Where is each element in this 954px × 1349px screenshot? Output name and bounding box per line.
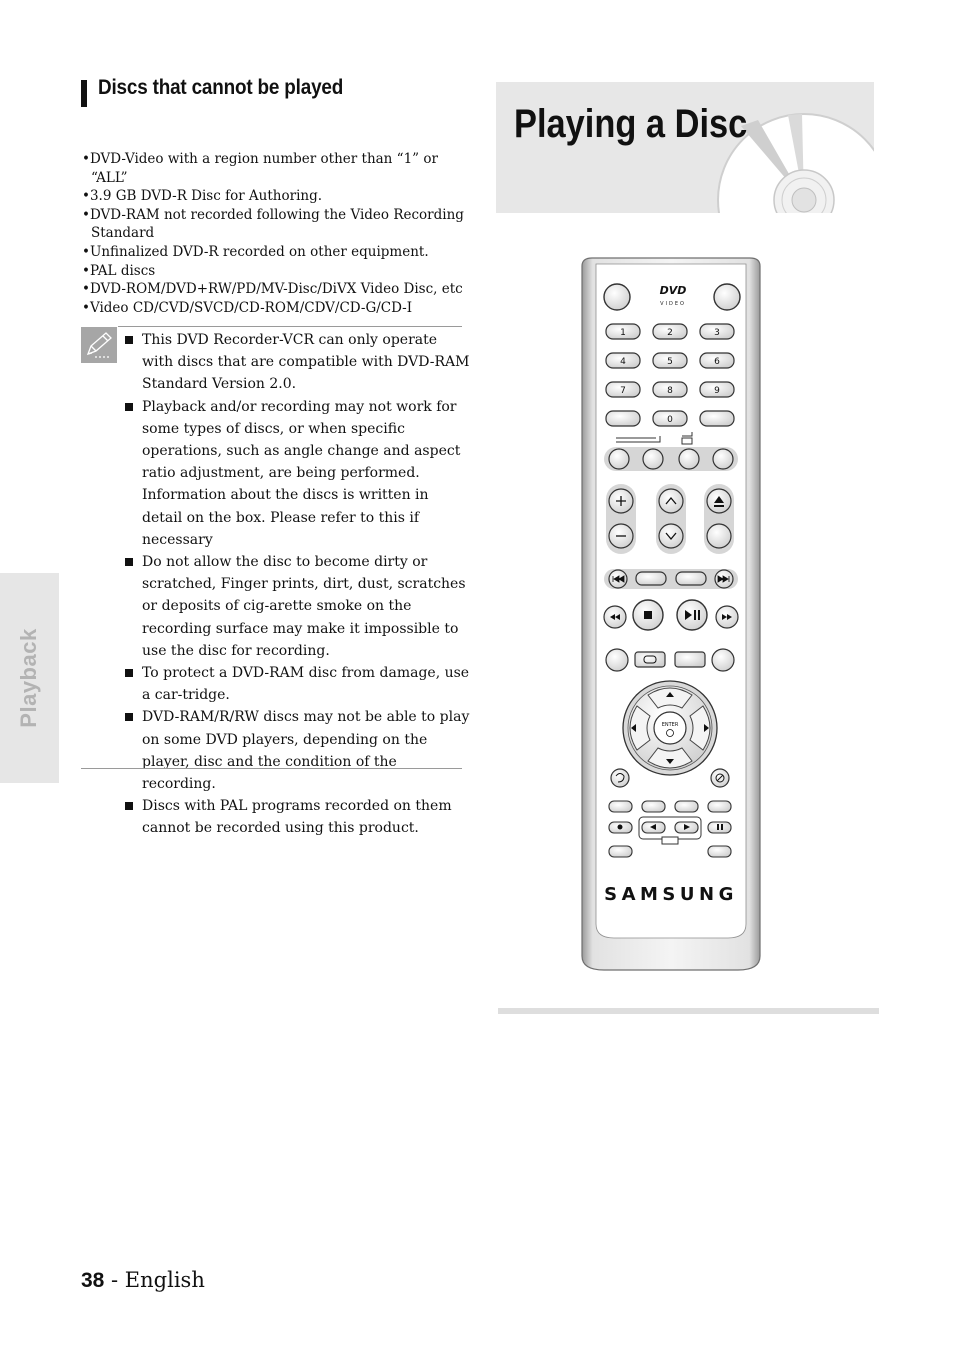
note-list xyxy=(124,329,470,840)
title-panel xyxy=(496,82,874,213)
page-number: 38 xyxy=(81,1269,105,1292)
list-item: •PAL discs xyxy=(82,262,156,279)
mode-button[interactable] xyxy=(713,449,733,469)
digit-label: 4 xyxy=(620,357,626,367)
digit-label: 5 xyxy=(667,357,673,367)
note-item: Playback and/or recording may not work for some types of discs, or when specific operations, such as angle change and aspect ratio adjustment, are being performed. Information about the discs is written in detail on the box. Please refer to this if necessary xyxy=(124,396,470,551)
dvd-logo: DVD xyxy=(659,284,687,297)
small-button[interactable] xyxy=(642,801,665,812)
dvd-logo-sub: VIDEO xyxy=(660,301,686,307)
tv-vcr-button[interactable] xyxy=(700,411,734,426)
note-item: To protect a DVD-RAM disc from damage, use a car-tridge. xyxy=(124,662,470,706)
brand-logo: SAMSUNG xyxy=(604,884,738,905)
bottom-rule xyxy=(498,1008,879,1014)
digit-label: 3 xyxy=(714,328,720,338)
digit-label: 2 xyxy=(667,328,673,338)
enter-button[interactable] xyxy=(654,712,686,744)
channel-down-button[interactable] xyxy=(659,524,683,548)
note-bottom-rule xyxy=(81,768,462,769)
step-button[interactable] xyxy=(676,572,706,585)
channel-up-button[interactable] xyxy=(659,489,683,513)
list-item: •DVD-Video with a region number other than “1” or “ALL” xyxy=(82,151,438,186)
section-heading-bar xyxy=(81,80,87,107)
small-button[interactable] xyxy=(675,801,698,812)
list-item: •DVD-ROM/DVD+RW/PD/MV-Disc/DiVX Video Disc, etc xyxy=(82,281,463,298)
side-tab xyxy=(0,573,59,783)
function-button[interactable] xyxy=(675,652,705,667)
side-tab-label: Playback xyxy=(16,628,41,728)
list-item: •DVD-RAM not recorded following the Video Recording Standard xyxy=(82,206,464,242)
page-language: - English xyxy=(104,1268,205,1292)
list-item: •Unfinalized DVD-R recorded on other equipment. xyxy=(82,243,429,260)
pause-button[interactable] xyxy=(708,822,731,833)
digit-label: 8 xyxy=(667,386,673,396)
mode-button[interactable] xyxy=(679,449,699,469)
page-footer xyxy=(81,1268,205,1293)
small-button[interactable] xyxy=(708,801,731,812)
enter-label: ENTER xyxy=(661,722,679,728)
step-button[interactable] xyxy=(636,572,666,585)
pencil-note-icon xyxy=(81,327,117,363)
mute-button[interactable] xyxy=(707,524,731,548)
small-button[interactable] xyxy=(609,846,632,857)
open-close-button[interactable] xyxy=(714,284,740,310)
return-button[interactable] xyxy=(611,769,629,787)
function-button[interactable] xyxy=(606,649,628,671)
unplayable-disc-list xyxy=(82,150,472,317)
stop-icon xyxy=(644,611,652,619)
function-button[interactable] xyxy=(712,649,734,671)
mode-button[interactable] xyxy=(609,449,629,469)
note-item: Do not allow the disc to become dirty or scratched, Finger prints, dirt, dust, scratches or deposits of cig-arette smoke on the recording surface may make it impossible to use the disc for recording. xyxy=(124,551,470,662)
list-item: •3.9 GB DVD-R Disc for Authoring. xyxy=(82,188,323,205)
small-button[interactable] xyxy=(609,801,632,812)
page-title: Playing a Disc xyxy=(514,102,748,146)
note-item: This DVD Recorder-VCR can only operate with discs that are compatible with DVD-RAM Standard Version 2.0. xyxy=(124,329,470,396)
note-item: DVD-RAM/R/RW discs may not be able to play on some DVD players, depending on the player, disc and the condition of the recording. xyxy=(124,706,470,795)
input-sel-button[interactable] xyxy=(606,411,640,426)
remote-control xyxy=(578,256,764,974)
section-heading: Discs that cannot be played xyxy=(98,76,344,99)
note-top-rule xyxy=(118,326,462,327)
record-icon xyxy=(618,825,623,830)
digit-label: 7 xyxy=(620,386,626,396)
power-button[interactable] xyxy=(604,284,630,310)
mode-button[interactable] xyxy=(643,449,663,469)
function-button[interactable] xyxy=(635,652,665,667)
list-item: •Video CD/CVD/SVCD/CD-ROM/CDV/CD-G/CD-I xyxy=(82,299,413,316)
digit-label: 1 xyxy=(620,328,626,338)
digit-label: 9 xyxy=(714,386,720,396)
note-item: Discs with PAL programs recorded on them cannot be recorded using this product. xyxy=(124,795,470,839)
small-button[interactable] xyxy=(708,846,731,857)
digit-label: 0 xyxy=(667,415,673,425)
digit-label: 6 xyxy=(714,357,720,367)
